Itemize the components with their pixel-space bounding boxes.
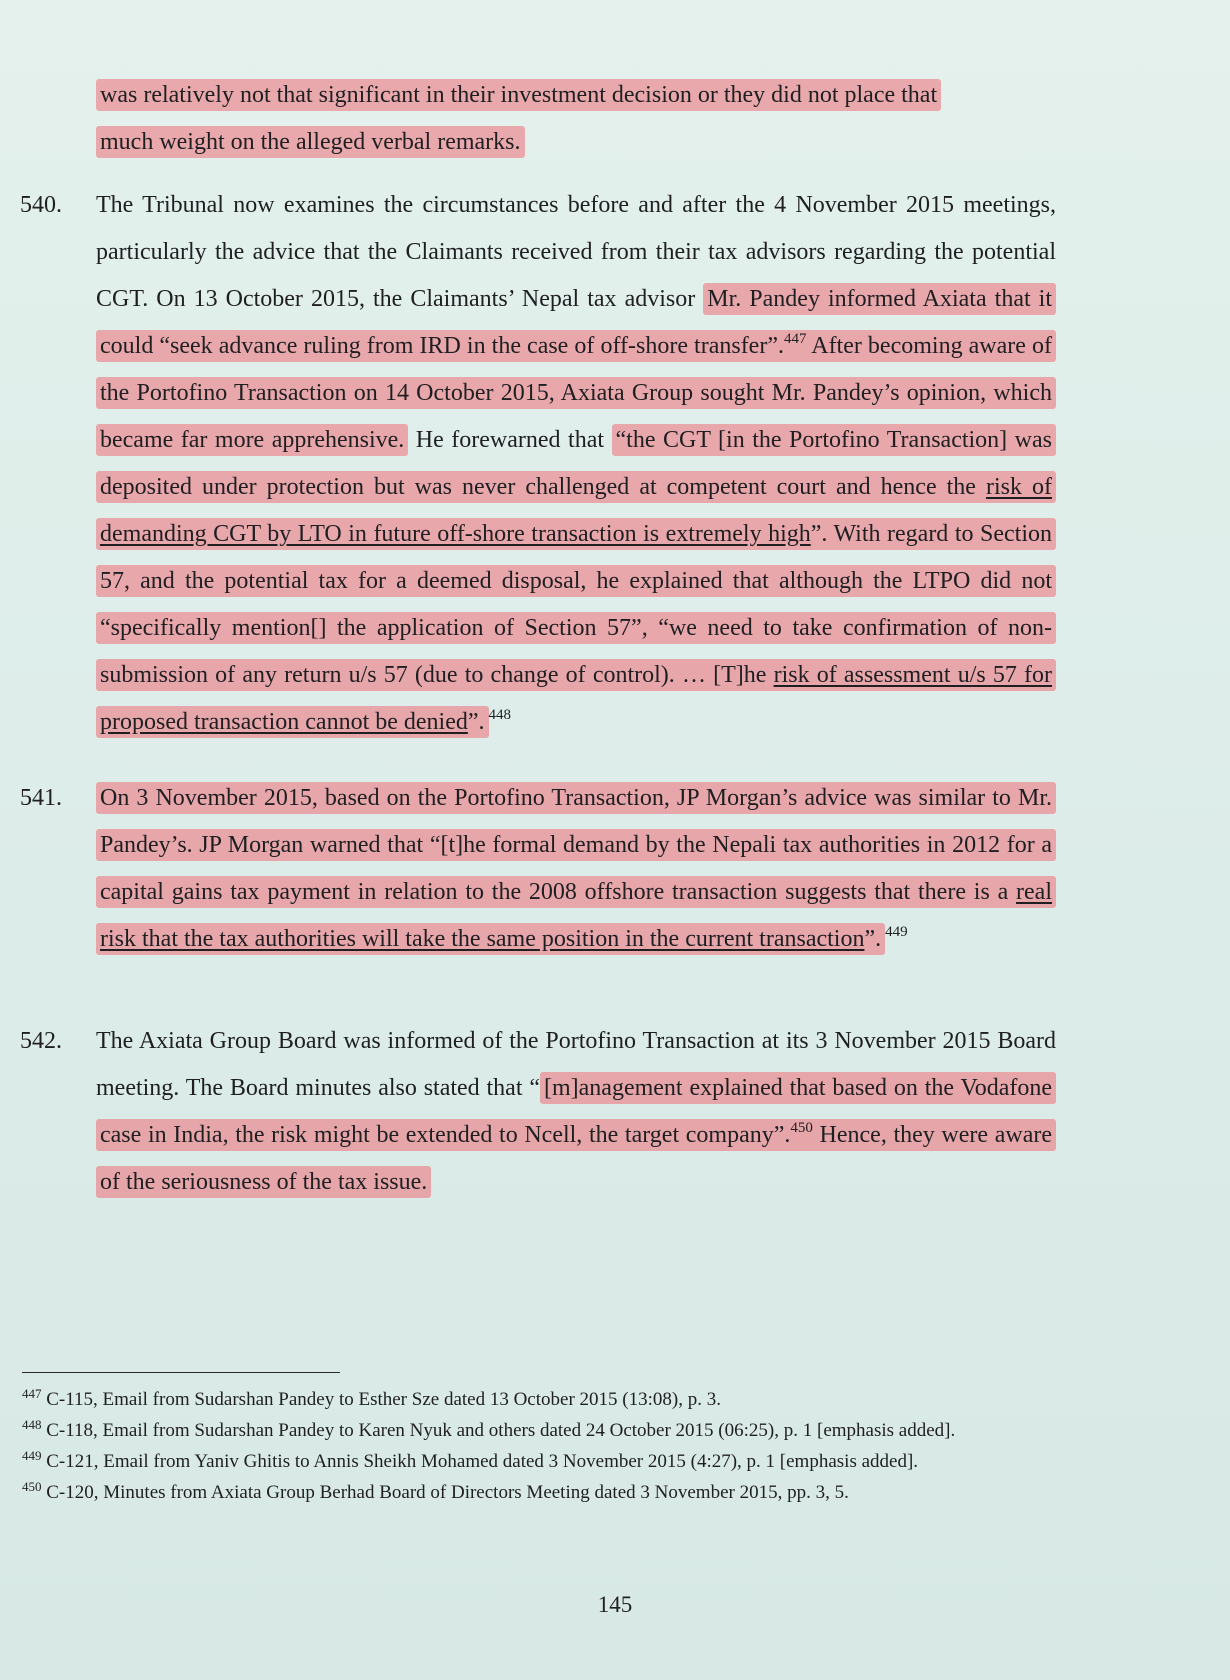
footnote-text: C-115, Email from Sudarshan Pandey to Esther Sze dated 13 October 2015 (13:08), p. 3. <box>41 1389 721 1410</box>
underlined-emphasis: risk of demanding CGT by LTO in future off-shore transaction is extremely high <box>100 474 1052 547</box>
highlighted-text <box>96 424 1056 738</box>
highlighted-quote: Mr. Pandey informed Axiata that it could “seek advance ruling from IRD in the case of off-shore transfer”. <box>100 286 1053 359</box>
page-number: 145 <box>597 1592 633 1617</box>
highlighted-text: much weight on the alleged verbal remarks. <box>96 126 525 158</box>
quote-close: ”. <box>467 709 485 735</box>
quote-close: ”. <box>810 521 828 547</box>
footnote-text: C-121, Email from Yaniv Ghitis to Annis Sheikh Mohamed dated 3 November 2015 (4:27), p. 1 [emphasis added]. <box>41 1451 919 1472</box>
footnote-448 <box>22 1415 1057 1446</box>
paragraph-number: 541. <box>20 785 62 811</box>
footnote-number: 447 <box>22 1386 42 1401</box>
footnote-ref-449[interactable]: 449 <box>885 924 908 940</box>
highlighted-sentence: On 3 November 2015, based on the Portofino Transaction, JP Morgan’s advice was similar to Mr. Pandey’s. JP Morgan warned that “[t]he formal demand by the Nepali tax authorities in 2012 for a capital gains tax payment in relation to the 2008 offshore transaction suggests that there is a <box>100 785 1052 905</box>
continuation-paragraph <box>96 72 1056 166</box>
paragraph-542 <box>96 1018 1056 1206</box>
highlighted-sentence: Hence, they were aware of the seriousness of the tax issue. <box>100 1122 1052 1195</box>
highlighted-quote: “the CGT [in the Portofino Transaction] was deposited under protection but was never challenged at competent court and hence the <box>100 427 1052 500</box>
paragraph-541 <box>96 775 1056 963</box>
footnote-450 <box>22 1477 1057 1508</box>
footnote-449 <box>22 1446 1057 1477</box>
footnote-number: 450 <box>22 1479 42 1494</box>
paragraph-text: The Axiata Group Board was informed of the Portofino Transaction at its 3 November 2015 Board meeting. The Board minutes also stated that “ <box>96 1028 1056 1101</box>
highlighted-sentence: After becoming aware of the Portofino Transaction on 14 October 2015, Axiata Group sought Mr. Pandey’s opinion, which became far more apprehensive. <box>100 333 1052 453</box>
footnote-447 <box>22 1384 1057 1415</box>
footnote-number: 449 <box>22 1448 42 1463</box>
paragraph-text: He forewarned that <box>408 427 612 453</box>
footnote-divider <box>22 1372 340 1373</box>
paragraph-number: 542. <box>20 1028 62 1054</box>
highlighted-sentence: With regard to Section 57, and the potential tax for a deemed disposal, he explained that although the LTPO did not “specifically mention[] the application of Section 57”, “we need to take confirmation of non-submission of any return u/s 57 (due to change of control). … [T]he <box>100 521 1052 688</box>
quote-close: ”. <box>864 926 882 952</box>
paragraph-540 <box>96 182 1056 746</box>
highlighted-text <box>96 782 1056 955</box>
paragraph-text: The Tribunal now examines the circumstances before and after the 4 November 2015 meetings, particularly the advice that the Claimants received from their tax advisors regarding the potential CGT. On 13 October 2015, the Claimants’ Nepal tax advisor <box>96 192 1056 312</box>
footnote-ref-450[interactable]: 450 <box>790 1120 813 1136</box>
footnotes <box>22 1384 1057 1508</box>
highlighted-quote: [m]anagement explained that based on the Vodafone case in India, the risk might be extended to Ncell, the target company”. <box>100 1075 1052 1148</box>
footnote-text: C-118, Email from Sudarshan Pandey to Karen Nyuk and others dated 24 October 2015 (06:25), p. 1 [emphasis added]. <box>41 1420 956 1441</box>
underlined-emphasis: real risk that the tax authorities will take the same position in the current transaction <box>100 879 1052 952</box>
underlined-emphasis: risk of assessment u/s 57 for proposed transaction cannot be denied <box>100 662 1053 735</box>
paragraph-number: 540. <box>20 192 62 218</box>
footnote-ref-447[interactable]: 447 <box>783 331 807 347</box>
highlighted-text: was relatively not that significant in their investment decision or they did not place that <box>96 79 941 111</box>
footnote-number: 448 <box>22 1417 42 1432</box>
footnote-ref-448[interactable]: 448 <box>488 707 512 723</box>
footnote-text: C-120, Minutes from Axiata Group Berhad Board of Directors Meeting dated 3 November 2015, pp. 3, 5. <box>41 1482 849 1503</box>
